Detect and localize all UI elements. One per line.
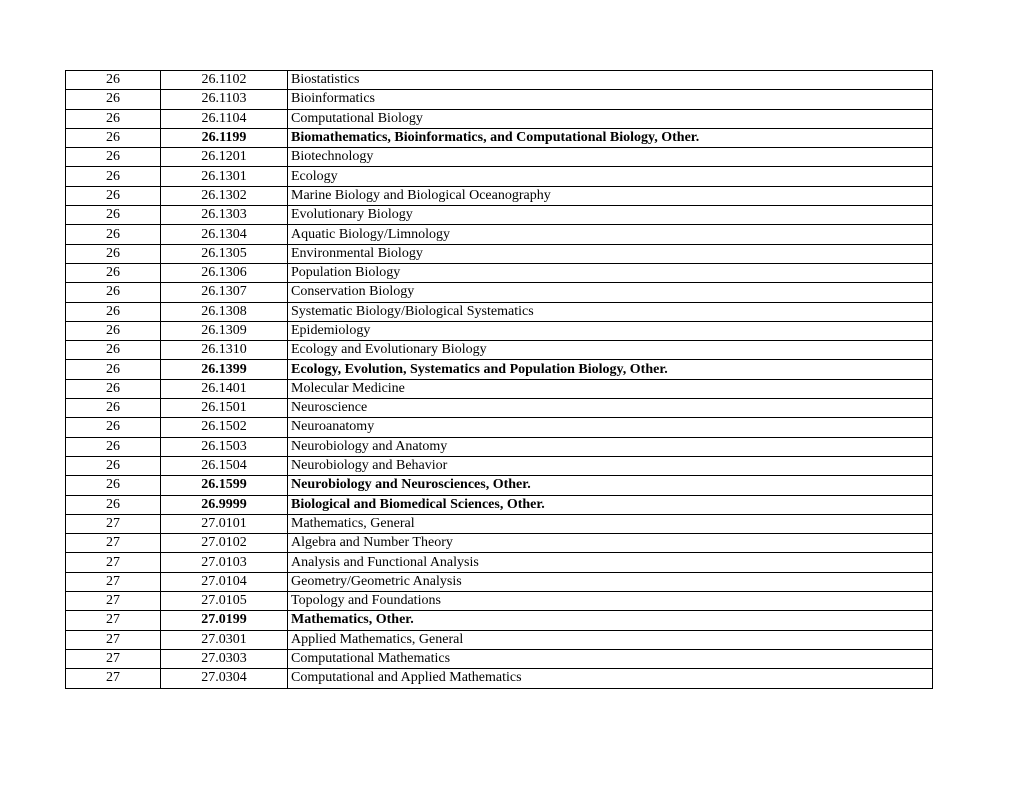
table-row — [66, 630, 933, 649]
cip-code-cell: 26.1599 — [161, 476, 288, 495]
table-row — [66, 244, 933, 263]
cip-code-cell: 26.1310 — [161, 341, 288, 360]
family-cell: 26 — [66, 263, 161, 282]
family-cell: 26 — [66, 456, 161, 475]
table-row — [66, 148, 933, 167]
family-cell: 26 — [66, 360, 161, 379]
family-cell: 26 — [66, 109, 161, 128]
table-row — [66, 167, 933, 186]
program-title-cell: Topology and Foundations — [288, 592, 933, 611]
table-row — [66, 649, 933, 668]
table-row — [66, 611, 933, 630]
cip-code-cell: 26.1308 — [161, 302, 288, 321]
family-cell: 27 — [66, 514, 161, 533]
cip-code-cell: 27.0102 — [161, 534, 288, 553]
table-row — [66, 341, 933, 360]
table-row — [66, 572, 933, 591]
program-title-cell: Population Biology — [288, 263, 933, 282]
cip-code-cell: 26.9999 — [161, 495, 288, 514]
table-row — [66, 592, 933, 611]
cip-code-cell: 27.0105 — [161, 592, 288, 611]
table-row — [66, 534, 933, 553]
program-title-cell: Biomathematics, Bioinformatics, and Computational Biology, Other. — [288, 128, 933, 147]
family-cell: 26 — [66, 437, 161, 456]
program-title-cell: Computational and Applied Mathematics — [288, 669, 933, 688]
program-title-cell: Neurobiology and Neurosciences, Other. — [288, 476, 933, 495]
table-row — [66, 186, 933, 205]
family-cell: 26 — [66, 186, 161, 205]
program-title-cell: Biotechnology — [288, 148, 933, 167]
table-row — [66, 283, 933, 302]
family-cell: 26 — [66, 399, 161, 418]
cip-code-cell: 26.1305 — [161, 244, 288, 263]
cip-code-cell: 27.0199 — [161, 611, 288, 630]
program-title-cell: Systematic Biology/Biological Systematics — [288, 302, 933, 321]
cip-code-cell: 26.1307 — [161, 283, 288, 302]
family-cell: 26 — [66, 321, 161, 340]
cip-code-cell: 27.0101 — [161, 514, 288, 533]
cip-code-cell: 27.0301 — [161, 630, 288, 649]
cip-code-cell: 27.0303 — [161, 649, 288, 668]
table-row — [66, 437, 933, 456]
family-cell: 27 — [66, 592, 161, 611]
program-title-cell: Applied Mathematics, General — [288, 630, 933, 649]
program-title-cell: Bioinformatics — [288, 90, 933, 109]
cip-code-cell: 26.1504 — [161, 456, 288, 475]
cip-code-cell: 26.1309 — [161, 321, 288, 340]
cip-code-cell: 27.0304 — [161, 669, 288, 688]
program-title-cell: Geometry/Geometric Analysis — [288, 572, 933, 591]
cip-code-cell: 26.1503 — [161, 437, 288, 456]
table-row — [66, 553, 933, 572]
cip-code-cell: 26.1501 — [161, 399, 288, 418]
family-cell: 26 — [66, 148, 161, 167]
cip-code-cell: 26.1102 — [161, 71, 288, 90]
family-cell: 26 — [66, 225, 161, 244]
cip-code-cell: 26.1199 — [161, 128, 288, 147]
cip-code-cell: 26.1104 — [161, 109, 288, 128]
family-cell: 27 — [66, 553, 161, 572]
table-row — [66, 379, 933, 398]
family-cell: 26 — [66, 244, 161, 263]
program-title-cell: Conservation Biology — [288, 283, 933, 302]
program-title-cell: Neurobiology and Behavior — [288, 456, 933, 475]
program-title-cell: Marine Biology and Biological Oceanography — [288, 186, 933, 205]
cip-code-cell: 27.0103 — [161, 553, 288, 572]
program-title-cell: Evolutionary Biology — [288, 206, 933, 225]
cip-code-cell: 26.1399 — [161, 360, 288, 379]
program-title-cell: Neuroanatomy — [288, 418, 933, 437]
program-title-cell: Neurobiology and Anatomy — [288, 437, 933, 456]
cip-code-cell: 27.0104 — [161, 572, 288, 591]
table-row — [66, 321, 933, 340]
program-title-cell: Ecology and Evolutionary Biology — [288, 341, 933, 360]
program-title-cell: Ecology — [288, 167, 933, 186]
family-cell: 27 — [66, 669, 161, 688]
cip-code-cell: 26.1502 — [161, 418, 288, 437]
program-title-cell: Mathematics, Other. — [288, 611, 933, 630]
program-title-cell: Computational Biology — [288, 109, 933, 128]
cip-code-cell: 26.1302 — [161, 186, 288, 205]
program-title-cell: Neuroscience — [288, 399, 933, 418]
family-cell: 26 — [66, 476, 161, 495]
program-title-cell: Aquatic Biology/Limnology — [288, 225, 933, 244]
table-row — [66, 514, 933, 533]
program-title-cell: Analysis and Functional Analysis — [288, 553, 933, 572]
family-cell: 26 — [66, 90, 161, 109]
program-title-cell: Algebra and Number Theory — [288, 534, 933, 553]
table-row — [66, 128, 933, 147]
table-row — [66, 456, 933, 475]
family-cell: 26 — [66, 71, 161, 90]
family-cell: 27 — [66, 630, 161, 649]
program-title-cell: Biological and Biomedical Sciences, Other. — [288, 495, 933, 514]
family-cell: 27 — [66, 649, 161, 668]
table-row — [66, 418, 933, 437]
table-row — [66, 399, 933, 418]
cip-code-table — [65, 70, 933, 689]
table-row — [66, 71, 933, 90]
family-cell: 27 — [66, 611, 161, 630]
family-cell: 26 — [66, 167, 161, 186]
family-cell: 26 — [66, 128, 161, 147]
program-title-cell: Molecular Medicine — [288, 379, 933, 398]
table-row — [66, 206, 933, 225]
family-cell: 26 — [66, 495, 161, 514]
family-cell: 26 — [66, 379, 161, 398]
family-cell: 26 — [66, 341, 161, 360]
program-title-cell: Biostatistics — [288, 71, 933, 90]
cip-code-cell: 26.1401 — [161, 379, 288, 398]
program-title-cell: Epidemiology — [288, 321, 933, 340]
table-row — [66, 476, 933, 495]
cip-code-cell: 26.1301 — [161, 167, 288, 186]
family-cell: 27 — [66, 534, 161, 553]
table-row — [66, 90, 933, 109]
family-cell: 26 — [66, 302, 161, 321]
cip-code-cell: 26.1201 — [161, 148, 288, 167]
cip-code-cell: 26.1304 — [161, 225, 288, 244]
cip-table-body — [66, 71, 933, 689]
family-cell: 26 — [66, 283, 161, 302]
table-row — [66, 360, 933, 379]
cip-code-cell: 26.1303 — [161, 206, 288, 225]
program-title-cell: Environmental Biology — [288, 244, 933, 263]
table-row — [66, 495, 933, 514]
table-row — [66, 302, 933, 321]
program-title-cell: Ecology, Evolution, Systematics and Population Biology, Other. — [288, 360, 933, 379]
table-row — [66, 225, 933, 244]
family-cell: 27 — [66, 572, 161, 591]
family-cell: 26 — [66, 206, 161, 225]
cip-code-cell: 26.1103 — [161, 90, 288, 109]
cip-code-cell: 26.1306 — [161, 263, 288, 282]
family-cell: 26 — [66, 418, 161, 437]
program-title-cell: Computational Mathematics — [288, 649, 933, 668]
table-row — [66, 669, 933, 688]
table-row — [66, 263, 933, 282]
table-row — [66, 109, 933, 128]
program-title-cell: Mathematics, General — [288, 514, 933, 533]
